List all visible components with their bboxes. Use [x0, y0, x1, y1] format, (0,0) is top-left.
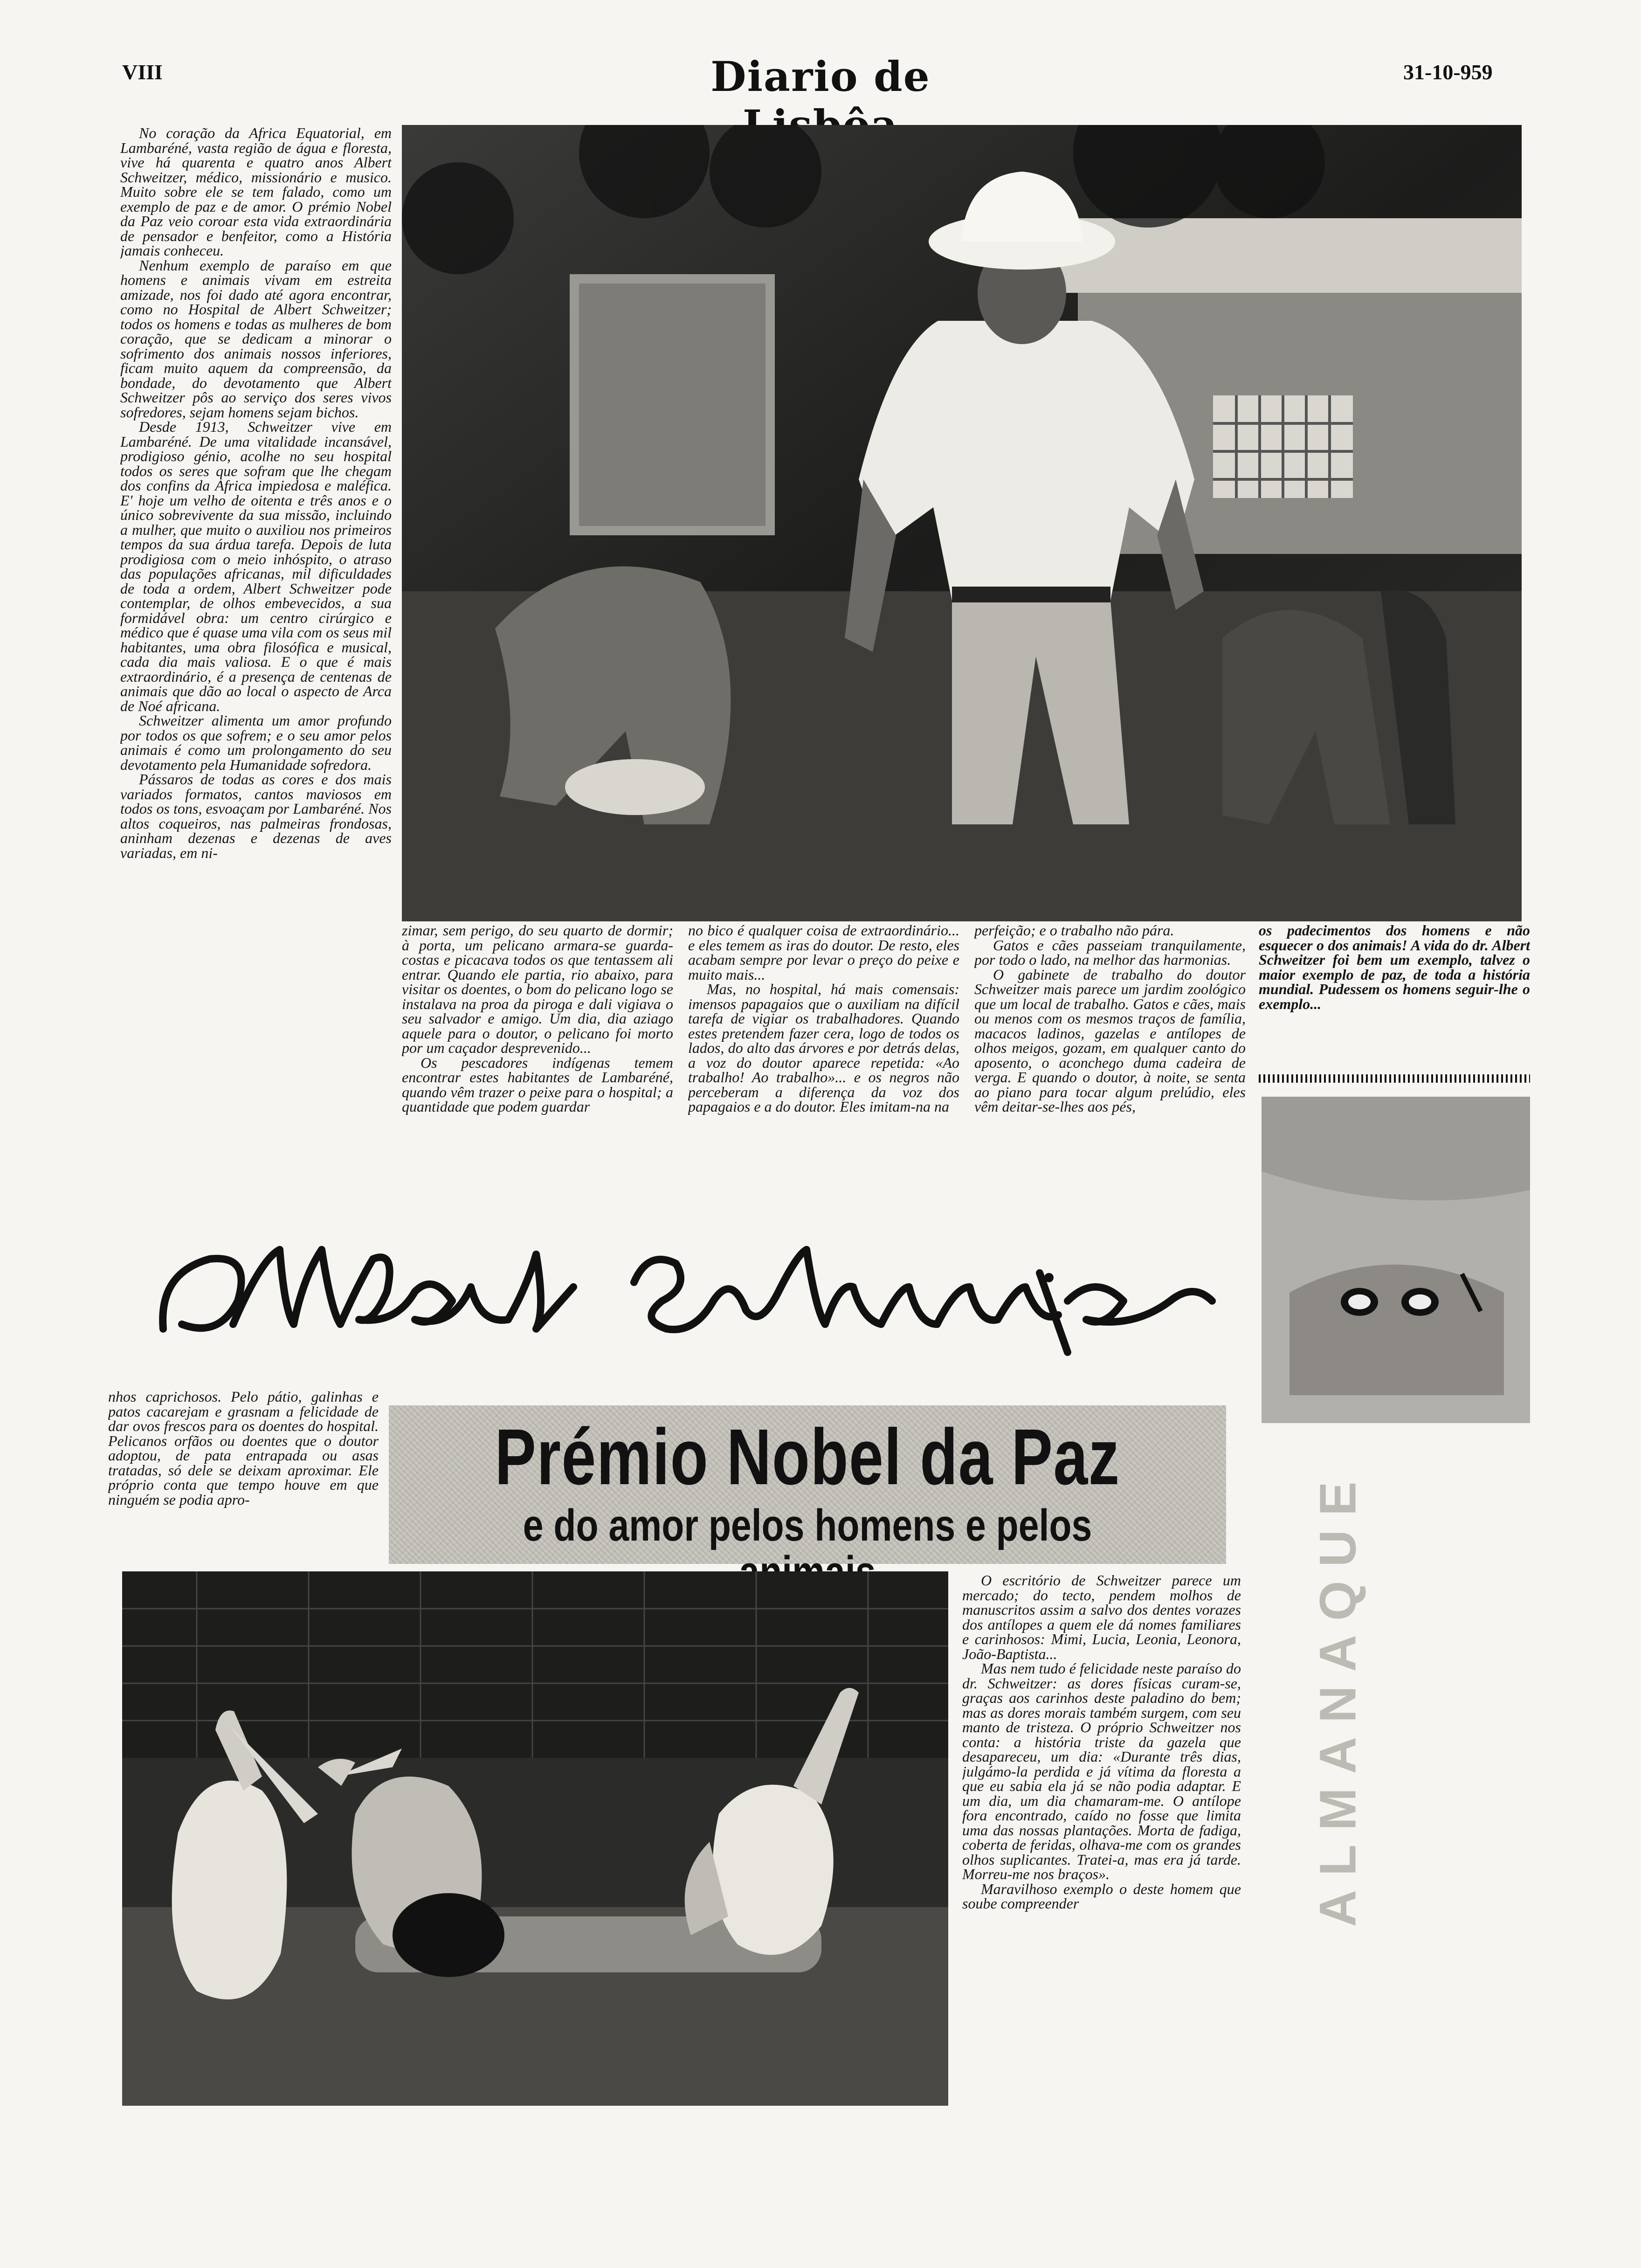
- paragraph: O gabinete de trabalho do doutor Schweitzer mais parece um jardim zoológico que um local de trabalho. Gatos e cães, mais ou menos com os mesmos traços de família, macacos ladinos, gazelas e antílopes de olhos meigos, gozam, em qualquer canto do aposento, o aconchego duma cadeira de verga. E quando o doutor, à noite, se senta ao piano para tocar algum prelúdio, eles vêm deitar-se-lhes aos pés,: [974, 966, 1246, 1115]
- article-column-1: [120, 126, 392, 1222]
- article-column-6: [108, 1390, 379, 1557]
- paragraph: Schweitzer alimenta um amor profundo por todos os que sofrem; e o seu amor pelos animais é como um prolongamento do seu devotamento pela Humanidade sofredora.: [120, 712, 392, 773]
- paragraph: os padecimentos dos homens e não esquecer o dos animais! A vida do dr. Albert Schweitzer foi bem um exemplo, talvez o maior exemplo de paz, de toda a história mundial. Pudessem os homens seguir-lhe o exemplo...: [1259, 923, 1530, 1012]
- masthead: Diario de: [710, 52, 931, 101]
- signature: [154, 1231, 1221, 1362]
- paragraph: Os pescadores indígenas temem encontrar estes habitantes de Lambaréné, quando vêm trazer o peixe para o hospital; a quantidade que podem guardar: [402, 1054, 673, 1115]
- paragraph: Mas nem tudo é felicidade neste paraíso do dr. Schweitzer: as dores físicas curam-se, graças aos carinhos deste paladino do bem; mas as dores morais também surgem, com seu manto de tristeza. O próprio Schweitzer nos conta: a história triste da gazela que desapareceu, um dia: «Durante três dias, julgámo-la perdida e já vítima da floresta a que eu sabia ela já se não podia adaptar. E um dia, um dia chamaram-me. O antílope fora encontrado, caído no fosse que limita uma das nossas plantações. Morta de fadiga, coberta de feridas, olhava-me com os grandes olhos suplicantes. Tratei-a, mas era já tarde. Morreu-me nos braços».: [962, 1660, 1241, 1882]
- signature-image: [154, 1231, 1221, 1362]
- article-column-4: [974, 923, 1246, 1222]
- photo-image: [402, 125, 1522, 921]
- issue-date: 31-10-959: [1403, 60, 1493, 84]
- pelicans-photo: [122, 1571, 948, 2106]
- paragraph: Desde 1913, Schweitzer vive em Lambaréné. De uma vitalidade incansável, prodigioso génio, acolhe no seu hospital todos os seres que sofram que lhe chegam dos confins da Africa impiedosa e maléfica. E' hoje um velho de oitenta e três anos e o único sobrevivente da sua missão, incluindo a mulher, que muito o auxiliou nos primeiros tempos da sua árdua tarefa. Depois de luta prodigiosa com o meio inhóspito, o atraso das populações africanas, mil dificuldades de toda a ordem, Albert Schweitzer pode contemplar, de olhos embevecidos, a sua formidável obra: um centro cirúrgico e médico que é quase uma vila com os seus mil habitantes, uma obra filosófica e musical, cada dia mais valiosa. E o que é mais extraordinário, é a presença de centenas de animais que dão ao local o aspecto de Arca de Noé africana.: [120, 418, 392, 714]
- paragraph: Nenhum exemplo de paraíso em que homens e animais vivam em estreita amizade, nos foi dado até agora encontrar, como no Hospital de Albert Schweitzer; todos os homens e todas as mulheres de bom coração, que se dedicam a minorar o sofrimento dos animais nossos inferiores, ficam muito aquem da compreensão, da bondade, do devotamento que Albert Schweitzer pôs ao serviço dos seres vivos sofredores, sejam homens sejam bichos.: [120, 256, 392, 421]
- article-column-2: [402, 923, 673, 1222]
- paragraph: no bico é qualquer coisa de extraordinário... e eles temem as iras do doutor. De resto, eles acabam sempre por levar o preço do peixe e muito mais...: [688, 923, 959, 983]
- paragraph: perfeição; e o trabalho não pára.: [974, 923, 1174, 939]
- photo-image: [122, 1571, 948, 2106]
- page-number: VIII: [122, 60, 163, 84]
- paragraph: Pássaros de todas as cores e dos mais variados formatos, cantos maviosos em todos os tons, esvoaçam por Lambaréné. Nos altos coqueiros, nas palmeiras frondosas, aninham dezenas e dezenas de aves variadas, em ni-: [120, 771, 392, 861]
- paragraph: nhos caprichosos. Pelo pátio, galinhas e patos cacarejam e grasnam a felicidade de dar ovos frescos para os doentes do hospital. Pelicanos orfãos ou doentes que o doutor adoptou, de pata entrapada ou asas tratadas, só dele se deixam aproximar. Ele próprio conta que tempo houve em que ninguém se podia apro-: [108, 1390, 379, 1508]
- article-column-3: [688, 923, 959, 1222]
- paragraph: O escritório de Schweitzer parece um mercado; do tecto, pendem molhos de manuscritos assim a salvo dos dentes vorazes dos antílopes a quem ele dá nomes familiares e carinhosos: Mimi, Lucia, Leonia, Leonora, João-Baptista...: [962, 1573, 1241, 1662]
- margin-stamp-text: ALMANAQUE: [1309, 1467, 1367, 1927]
- column-rule: [1259, 1074, 1530, 1083]
- paragraph: Mas, no hospital, há mais comensais: imensos papagaios que o auxiliam na difícil tarefa de vigiar os trabalhadores. Quando estes pretendem fazer cera, logo de todos os lados, do alto das árvores e por detrás delas, a voz do doutor aparece repetida: «Ao trabalho! Ao trabalho»... e os negros não perceberam a diferença da voz dos papagaios e a do doutor. Eles imitam-na na: [688, 981, 959, 1115]
- paragraph: No coração da Africa Equatorial, em Lambaréné, vasta região de água e floresta, vive há quarenta e quatro anos Albert Schweitzer, médico, missionário e musico. Muito sobre ele se tem falado, como um exemplo de paz e de amor. O prémio Nobel da Paz veio coroar esta vida extraordinária de pensador e benfeitor, como a História jamais conheceu.: [120, 126, 392, 259]
- paragraph: zimar, sem perigo, do seu quarto de dormir; à porta, um pelicano armara-se guarda-costas e picacava todos os que tentassem ali entrar. Quando ele partia, rio abaixo, para visitar os doentes, o bom do pelicano logo se instalava na proa da piroga e dali vigiava o seu salvador e amigo. Um dia, dia aziago aquele para o doutor, o pelicano foi morto por um caçador desprevenido...: [402, 923, 673, 1056]
- schweitzer-photo: [402, 125, 1522, 921]
- article-column-7: [962, 1573, 1241, 2095]
- article-column-5: [1259, 923, 1530, 1082]
- photo-image: [1262, 1097, 1530, 1423]
- margin-stamp: [1301, 1441, 1375, 1954]
- headline-title: Prémio Nobel da Paz: [495, 1413, 1120, 1501]
- paragraph: Gatos e cães passeiam tranquilamente, por todo o lado, na melhor das harmonias.: [974, 936, 1246, 968]
- small-animal-photo: [1262, 1097, 1530, 1423]
- headline-subtitle: e do amor pelos homens e pelos: [523, 1500, 1092, 1550]
- paragraph: Maravilhoso exemplo o deste homem que soube compreender: [962, 1880, 1241, 1912]
